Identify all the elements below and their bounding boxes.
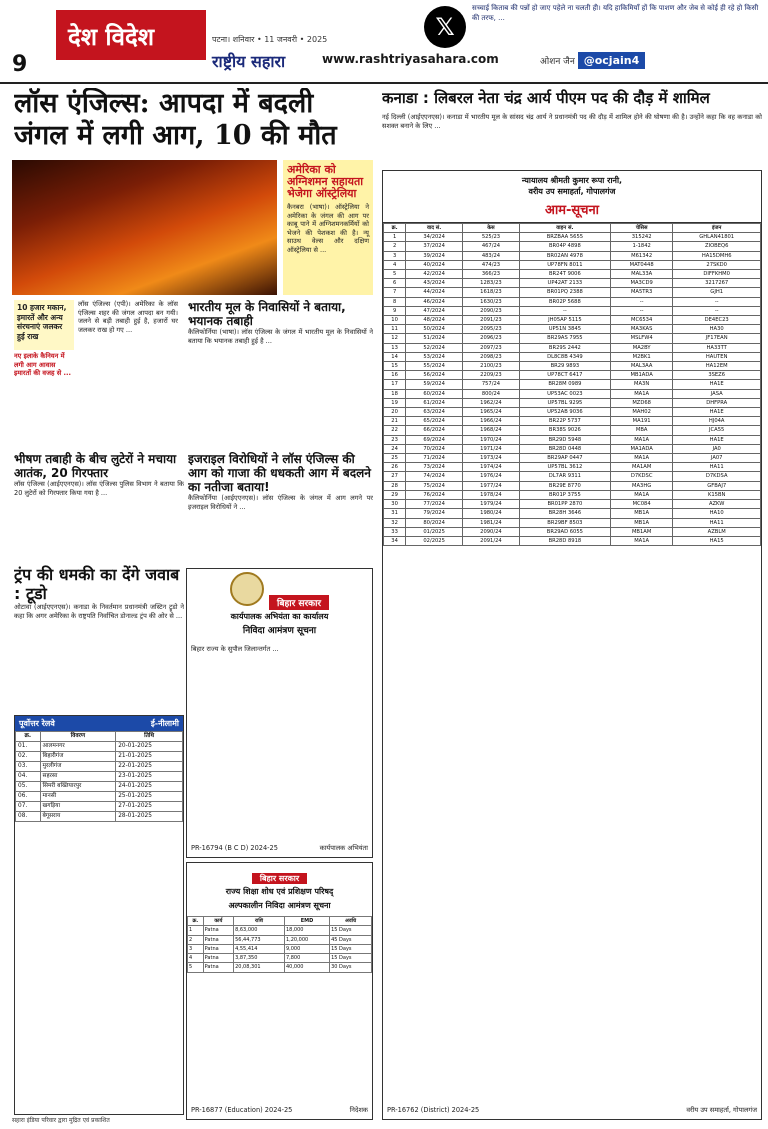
court-row: 26 73/2024 1974/24 UP57BL 3612 MA1AM HA11 [384,463,761,472]
court-row: 8 46/2024 1630/23 BR02P 5688 -- -- [384,297,761,306]
fire-photo [12,160,277,295]
court-table: क्र. वाद सं. केस वाहन सं. चेसिस इंजन 1 34/2024 525/23 BRZBAA 5655 315242 GHLAN41801 2 37/2024 467/24 BR04P 4898 1-1842 ZIOBEQ6 3 39/2024 483/24 BR02AN 4978 M61342 HA15DMH6 4 40/2024 474/23 UP78FN 8011 MAT0448 27SKD0 5 42/2024 366/23 BR24T 9006 MAL33A DIFFKHM0 6 43/2024 1283/23 UP42AT 2133 MA3CD9 3217267 7 44/2024 1618/23 BR01PQ 2388 MA5TR3 GJH1 8 46/2024 1630/23 BR02P 5688 -- -- 9 47/2024 2090/23 -- -- -- 10 48/2024 2091/23 JH05AP 5115 MC6534 DE4EC23 11 50/2024 2095/23 UP51N 3845 MA3KAS HA30 12 51/2024 2096/23 BR29AS 7955 MSLFW4 JF17EAN 13 52/2024 2097/23 BR29S 2442 MA2BY HA33TT 14 53/2024 2098/23 DL8C8B 4349 M2BK1 HAUTEN 15 55/2024 2100/23 BR29 9893 MAL3AA HA12EM 16 56/2024 2209/23 UP78CT 6417 MB1ADA 3SEZ6 17 59/2024 757/24 BR28M 0989 MA3N HA1E 18 60/2024 800/24 UP53AC 0023 MA1A JASA 19 61/2024 1962/24 UP57BL 9295 MZD68 DHFPRA 20 63/2024 1965/24 UP52AB 9036 MAH02 HA1E 21 65/2024 1966/24 BR22P 5737 MA191 HJ04A 22 66/2024 1968/24 BR38S 9026 MBA JCA55 23 69/2024 1970/24 BR29D 5948 MA1A HA1E 24 70/2024 1971/24 BR28D 0448 MA1ADA JA0 25 71/2024 1973/24 BR29AP 0447 MA1A JA07 26 73/2024 1974/24 UP57BL 3612 MA1AM HA11 27 74/2024 1976/24 DL7AR 9311 D7KDSC D7KDSA 28 75/2024 1977/24 BR29E 8770 MA3HG GFBAJ7 29 76/2024 1978/24 BR01P 3755 MA1A K15BN 30 77/2024 1979/24 BR01PP 2870 MC084 AZKW 31 79/2024 1980/24 BR28H 3646 MB1A HA10 32 80/2024 1981/24 BR29BF 8503 MB1A HA11 33 01/2025 2090/24 BR29AD 6055 MB1AM AZBLM 34 02/2025 2091/24 BR28D 8918 MA1A HA15 [383,223,761,546]
rail-row: 05. सिमरी बख्तियारपुर 24-01-2025 [16,782,183,792]
quote-text: सच्चाई किताब की पन्नों हो जाए पहेले ना चलती ही। यदि हाकिमियाँ हों कि पाशण और जेब से कोई ही रहे हो किसी की तरफ, ... [472,4,759,22]
notice-office: कार्यपालक अभियंता का कार्यालय [230,612,329,621]
scert-row: 2 Patna 56,44,773 1,20,000 45 Days [188,935,372,944]
rail-table: क्र. विवरण तिथि 01. आलमनगर 20-01-2025 02. बिहारीगंज 21-01-2025 03. मुरलीगंज 22-01-2025 04. सहरसा 23-01-2025 05. सिमरी बख्तियारपुर 24-01-2025 06. मानसी 25-01-2025 07. खगड़िया 27-01-2025 08. बेगूसराय 28-01-2025 [15,731,183,822]
court-row: 20 63/2024 1965/24 UP52AB 9036 MAH02 HA1E [384,408,761,417]
rail-row: 07. खगड़िया 27-01-2025 [16,802,183,812]
side-caption: 10 हजार मकान, इमारतें और अन्य संरचनाएं जलकर हुई राख [14,300,74,350]
indian-title: भारतीय मूल के निवासियों ने बताया, भयानक तबाही [188,300,346,328]
site-url[interactable]: www.rashtriyasahara.com [322,52,499,66]
court-row: 23 69/2024 1970/24 BR29D 5948 MA1A HA1E [384,435,761,444]
x-logo-icon: 𝕏 [424,6,466,48]
notice-banner: बिहार सरकार [269,595,329,610]
court-row: 13 52/2024 2097/23 BR29S 2442 MA2BY HA33TT [384,343,761,352]
scert-row: 3 Patna 4,55,414 9,000 15 Days [188,944,372,953]
court-pr: PR-16762 (District) 2024-25 [387,1106,480,1115]
court-row: 34 02/2025 2091/24 BR28D 8918 MA1A HA15 [384,536,761,545]
court-row: 29 76/2024 1978/24 BR01P 3755 MA1A K15BN [384,490,761,499]
rail-row: 08. बेगूसराय 28-01-2025 [16,812,183,822]
court-head: न्यायालय श्रीमती कुमार रूपा रानी, वरीय उप समाहर्ता, गोपालगंज आम-सूचना [383,171,761,223]
court-row: 31 79/2024 1980/24 BR28H 3646 MB1A HA10 [384,509,761,518]
indian-text: कैलिफोर्निया (भाषा)। लॉस एंजिल्स के जंगल में भारतीय मूल के निवासियों ने बताया कि भयानक तबाही हुई है ... [188,328,373,345]
court-row: 1 34/2024 525/23 BRZBAA 5655 315242 GHLAN41801 [384,233,761,242]
canada-text: नई दिल्ली (आईएएनएस)। कनाडा में भारतीय मूल के सांसद चंद्र आर्य ने प्रधानमंत्री पद की दौड़ में शामिल होने की घोषणा की है। उन्होंने कहा कि वह कनाडा को सशक्त बनाने के लिए ... [382,113,762,130]
notice-text: बिहार राज्य के सुपौल जिलान्तर्गत ... [191,645,279,653]
court-row: 3 39/2024 483/24 BR02AN 4978 M61342 HA15DMH6 [384,251,761,260]
israel-title: इजराइल विरोधियों ने लॉस एंजिल्स की आग को गाजा की धधकती आग में बदलने का नतीजा बताया! [188,452,371,494]
scert-pr: PR-16877 (Education) 2024-25 [191,1106,293,1115]
court-row: 28 75/2024 1977/24 BR29E 8770 MA3HG GFBAJ7 [384,481,761,490]
court-row: 11 50/2024 2095/23 UP51N 3845 MA3KAS HA30 [384,325,761,334]
scert-row: 1 Patna 8,63,000 18,000 15 Days [188,926,372,935]
page-number: 9 [12,52,28,77]
court-row: 30 77/2024 1979/24 BR01PP 2870 MC084 AZKW [384,500,761,509]
court-row: 32 80/2024 1981/24 BR29BF 8503 MB1A HA11 [384,518,761,527]
page-footer: सहारा इंडिया परिवार द्वारा मुद्रित एवं प्रकाशित [12,1117,110,1124]
rail-row: 06. मानसी 25-01-2025 [16,792,183,802]
scert-notice [186,862,373,1120]
court-row: 14 53/2024 2098/23 DL8C8B 4349 M2BK1 HAUTEN [384,352,761,361]
court-row: 25 71/2024 1973/24 BR29AP 0447 MA1A JA07 [384,454,761,463]
header-rule [0,82,768,84]
notice-title: निविदा आमंत्रण सूचना [242,626,317,636]
side-caption-2: नए इलाके कैनियन में लगी आग आवास इमारतों की वजह से ... [14,352,72,377]
thief-article [14,452,184,562]
court-row: 12 51/2024 2096/23 BR29AS 7955 MSLFW4 JF17EAN [384,334,761,343]
rail-row: 03. मुरलीगंज 22-01-2025 [16,762,183,772]
court-notice [382,170,762,1120]
rail-row: 04. सहरसा 23-01-2025 [16,772,183,782]
court-row: 27 74/2024 1976/24 DL7AR 9311 D7KDSC D7KDSA [384,472,761,481]
thief-text: लॉस एंजिल्स (आईएएनएस)। लॉस एंजिल्स पुलिस विभाग ने बताया कि 20 लुटेरों को गिरफ्तार किया गया है ... [14,480,184,497]
scert-head: बिहार सरकार राज्य शिक्षा शोध एवं प्रशिक्षण परिषद् अल्पकालीन निविदा आमंत्रण सूचना [225,874,334,910]
canada-title: कनाडा : लिबरल नेता चंद्र आर्य पीएम पद की दौड़ में शामिल [382,89,710,107]
court-row: 9 47/2024 2090/23 -- -- -- [384,306,761,315]
court-row: 7 44/2024 1618/23 BR01PQ 2388 MA5TR3 GJH1 [384,288,761,297]
brand-logo: राष्ट्रीय सहारा [212,52,286,71]
court-row: 21 65/2024 1966/24 BR22P 5737 MA191 HJ04A [384,417,761,426]
israel-article [188,452,373,562]
scert-row: 4 Patna 3,87,350 7,800 15 Days [188,954,372,963]
lead-body: लॉस एंजिल्स (एपी)। अमेरिका के लॉस एंजिल्स शहर की जंगल आपदा बन गयी। जलने से बड़ी तबाही हुई है, हजारों घर जलकर राख हो गए ... [78,300,178,334]
court-row: 22 66/2024 1968/24 BR38S 9026 MBA JCA55 [384,426,761,435]
rail-header: पूर्वोत्तर रेलवे ई-नीलामी [15,716,183,731]
court-row: 17 59/2024 757/24 BR28M 0989 MA3N HA1E [384,380,761,389]
notice-sign: कार्यपालक अभियंता [319,844,368,853]
trump-article [14,565,184,715]
court-row: 10 48/2024 2091/23 JH05AP 5115 MC6534 DE4EC23 [384,316,761,325]
court-row: 5 42/2024 366/23 BR24T 9006 MAL33A DIFFKHM0 [384,270,761,279]
israel-text: कैलिफोर्निया (आईएएनएस)। लॉस एंजिल्स के जंगल में आग लगने पर इजराइल विरोधियों ने ... [188,494,373,511]
court-row: 6 43/2024 1283/23 UP42AT 2133 MA3CD9 3217267 [384,279,761,288]
court-row: 2 37/2024 467/24 BR04P 4898 1-1842 ZIOBEQ6 [384,242,761,251]
railway-notice [14,715,184,1115]
court-row: 4 40/2024 474/23 UP78FN 8011 MAT0448 27SKD0 [384,260,761,269]
australia-box [283,160,373,295]
edition-meta: पटना। शनिवार • 11 जनवरी • 2025 [212,35,328,44]
court-row: 33 01/2025 2090/24 BR29AD 6055 MB1AM AZBLM [384,527,761,536]
rail-row: 02. बिहारीगंज 21-01-2025 [16,752,183,762]
page-header [0,0,768,84]
indian-article [188,300,373,450]
lead-headline: लॉस एंजिल्स: आपदा में बदली जंगल में लगी आग, 10 की मौत [14,88,337,151]
trump-text: ओटावा (आईएएनएस)। कनाडा के निवर्तमान प्रधानमंत्री जस्टिन ट्रूडो ने कहा कि अगर अमेरिका के राष्ट्रपति निर्वाचित डोनाल्ड ट्रंप की ओर से ... [14,603,184,620]
author-handle: ओशन जैन @ocjain4 [540,54,645,67]
court-row: 19 61/2024 1962/24 UP57BL 9295 MZD68 DHFPRA [384,398,761,407]
scert-sign: निदेशक [349,1106,368,1115]
emblem-icon [230,572,264,606]
notice-pr: PR-16794 (B C D) 2024-25 [191,844,278,853]
scert-row: 5 Patna 20,08,301 40,000 30 Days [188,963,372,972]
scert-table: क्र. कार्य राशि EMD अवधि 1 Patna 8,63,000 18,000 15 Days 2 Patna 56,44,773 1,20,000 45 Days 3 Patna 4,55,414 9,000 15 Days 4 Patna 3,87,350 7,800 15 Days 5 Patna 20,08,301 40,000 30 Days [187,916,372,973]
court-sign: वरीय उप समाहर्ता, गोपालगंज [686,1106,757,1115]
section-title: देश विदेश [56,10,206,60]
court-row: 15 55/2024 2100/23 BR29 9893 MAL3AA HA12EM [384,362,761,371]
notice-head [187,569,372,641]
court-row: 16 56/2024 2209/23 UP78CT 6417 MB1ADA 3SEZ6 [384,371,761,380]
rail-row: 01. आलमनगर 20-01-2025 [16,742,183,752]
australia-text: कैनबरा (भाषा)। ऑस्ट्रेलिया ने अमेरिका के जंगल की आग पर काबू पाने में अग्निशमनकर्मियों को भेजने की पेशकश की है। न्यू साउथ वेल्स और दक्षिण ऑस्ट्रेलिया से ... [287,203,369,254]
court-row: 24 70/2024 1971/24 BR28D 0448 MA1ADA JA0 [384,444,761,453]
australia-title: अमेरिका को अग्निशमन सहायता भेजेगा ऑस्ट्रेलिया [287,163,364,200]
tender-notice [186,568,373,858]
canada-article [382,88,762,168]
trump-title: ट्रंप की धमकी का देंगे जवाब : टूडो [14,565,180,603]
thief-title: भीषण तबाही के बीच लुटेरों ने मचाया आतंक, 20 गिरफ्तार [14,452,177,480]
court-row: 18 60/2024 800/24 UP53AC 0023 MA1A JASA [384,389,761,398]
